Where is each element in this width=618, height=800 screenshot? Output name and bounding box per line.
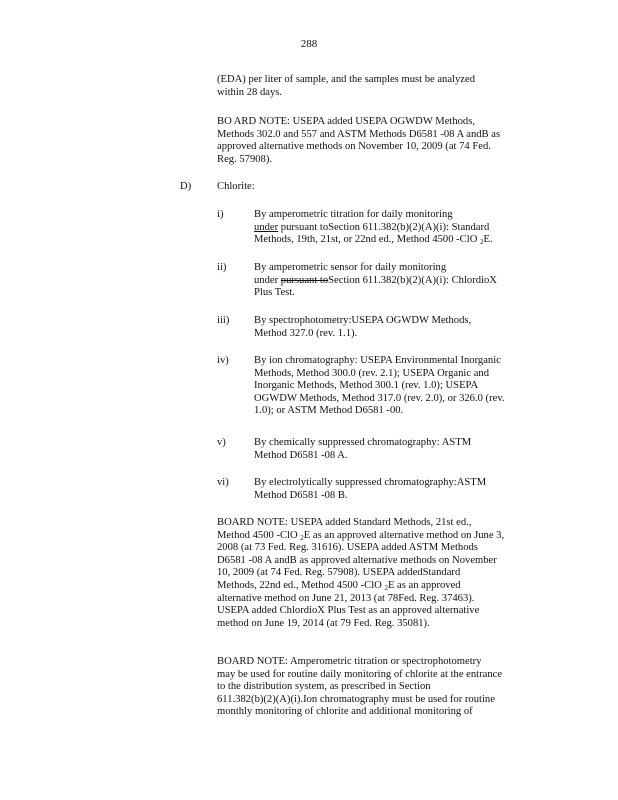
text-line: Inorganic Methods, Method 300.1 (rev. 1.0); USEPA bbox=[254, 380, 479, 392]
board-note-3 bbox=[217, 656, 547, 719]
board-note-2 bbox=[217, 517, 547, 630]
item-vi-text bbox=[254, 477, 524, 502]
underlined-insertion: under bbox=[254, 221, 279, 233]
item-i-text bbox=[254, 209, 524, 247]
intro-paragraph bbox=[217, 74, 507, 99]
text-line: By amperometric sensor for daily monitoring bbox=[254, 262, 447, 273]
item-iii-text bbox=[254, 315, 524, 340]
section-title: Chlorite: bbox=[217, 181, 255, 192]
text-segment: E as an approved bbox=[387, 579, 461, 591]
text-line: BOARD NOTE: Amperometric titration or spectrophotometry bbox=[217, 656, 482, 667]
text-line bbox=[254, 234, 524, 247]
text-line: By ion chromatography: USEPA Environmental Inorganic bbox=[254, 355, 501, 366]
text-line: Method D6581 -08 B. bbox=[254, 489, 348, 501]
item-iv-label: iv) bbox=[217, 355, 229, 366]
text-segment: E. bbox=[483, 234, 493, 246]
text-segment: Methods, 22nd ed., Method 4500 -ClO bbox=[217, 579, 385, 591]
text-line: 10, 2009 (at 74 Fed. Reg. 57908). USEPA addedStandard bbox=[217, 567, 461, 579]
section-d-title bbox=[217, 181, 255, 194]
text-line bbox=[217, 580, 547, 593]
item-v-label: v) bbox=[217, 437, 226, 448]
text-line: D6581 -08 A andB as approved alternative methods on November bbox=[217, 554, 497, 566]
text-line: monthly monitoring of chlorite and additional monitoring of bbox=[217, 706, 473, 718]
text-line bbox=[217, 530, 547, 543]
text-segment: toSection 611.382(b)(2)(A)(i): Standard bbox=[317, 221, 490, 233]
text-segment: Section 611.382(b)(2)(A)(i): ChlordioX bbox=[328, 274, 497, 286]
text-line bbox=[254, 275, 524, 288]
item-vi-label: vi) bbox=[217, 477, 229, 488]
text-line: 1.0); or ASTM Method D6581 -00. bbox=[254, 405, 404, 417]
text-line: 611.382(b)(2)(A)(i).Ion chromatography must be used for routine bbox=[217, 693, 495, 705]
text-line: OGWDW Methods, Method 317.0 (rev. 2.0), or 326.0 (rev. bbox=[254, 392, 505, 404]
item-iv-text bbox=[254, 355, 544, 418]
text-line: BOARD NOTE: USEPA added Standard Methods, 21st ed., bbox=[217, 517, 472, 528]
text-line: may be used for routine daily monitoring of chlorite at the entrance bbox=[217, 668, 503, 680]
text-line: Plus Test. bbox=[254, 287, 295, 299]
section-label: D) bbox=[180, 181, 192, 192]
item-ii-text bbox=[254, 262, 524, 300]
page-number: 288 bbox=[300, 38, 318, 50]
text-line: By spectrophotometry:USEPA OGWDW Methods, bbox=[254, 315, 472, 326]
text-line: 2008 (at 73 Fed. Reg. 31616). USEPA added ASTM Methods bbox=[217, 542, 478, 554]
text-line: USEPA added ChlordioX Plus Test as an approved alternative bbox=[217, 605, 480, 617]
struck-deletion: pursuant to bbox=[280, 274, 329, 286]
text-line: approved alternative methods on November 10, 2009 (at 74 Fed. bbox=[217, 141, 491, 153]
text-line: alternative method on June 21, 2013 (at 78Fed. Reg. 37463). bbox=[217, 592, 475, 604]
board-note-1 bbox=[217, 116, 542, 166]
item-v-text bbox=[254, 437, 524, 462]
text-line: within 28 days. bbox=[217, 86, 283, 98]
text-line: Reg. 57908). bbox=[217, 153, 273, 165]
text-line: By chemically suppressed chromatography: ASTM bbox=[254, 437, 472, 448]
text-line bbox=[254, 222, 524, 235]
text-line: Method D6581 -08 A. bbox=[254, 449, 348, 461]
text-line: Methods, Method 300.0 (rev. 2.1); USEPA Organic and bbox=[254, 367, 490, 379]
subscript: 2 bbox=[300, 533, 304, 542]
text-line: By electrolytically suppressed chromatography:ASTM bbox=[254, 477, 487, 488]
text-line: By amperometric titration for daily monitoring bbox=[254, 209, 453, 220]
text-line: to the distribution system, as prescribed in Section bbox=[217, 681, 431, 693]
text-segment: Method 4500 -ClO bbox=[217, 529, 301, 541]
section-d-heading bbox=[180, 181, 191, 194]
text-segment: Methods, 19th, 21st, or 22nd ed., Method 4500 -ClO bbox=[254, 234, 480, 246]
item-ii-label: ii) bbox=[217, 262, 227, 273]
text-line: Methods 302.0 and 557 and ASTM Methods D6581 -08 A andB as bbox=[217, 128, 501, 140]
text-line: method on June 19, 2014 (at 79 Fed. Reg. 35081). bbox=[217, 617, 430, 629]
subscript: 2 bbox=[480, 238, 484, 247]
item-iii-label: iii) bbox=[217, 315, 230, 326]
text-segment: E as an approved alternative method on June 3, bbox=[303, 529, 505, 541]
text-line: Method 327.0 (rev. 1.1). bbox=[254, 327, 358, 339]
text-segment: under bbox=[254, 274, 281, 286]
text-line: BO ARD NOTE: USEPA added USEPA OGWDW Methods, bbox=[217, 116, 475, 127]
text-segment: pursuant bbox=[278, 221, 318, 233]
subscript: 2 bbox=[384, 583, 388, 592]
text-line: (EDA) per liter of sample, and the samples must be analyzed bbox=[217, 74, 475, 85]
item-i-label: i) bbox=[217, 209, 224, 220]
